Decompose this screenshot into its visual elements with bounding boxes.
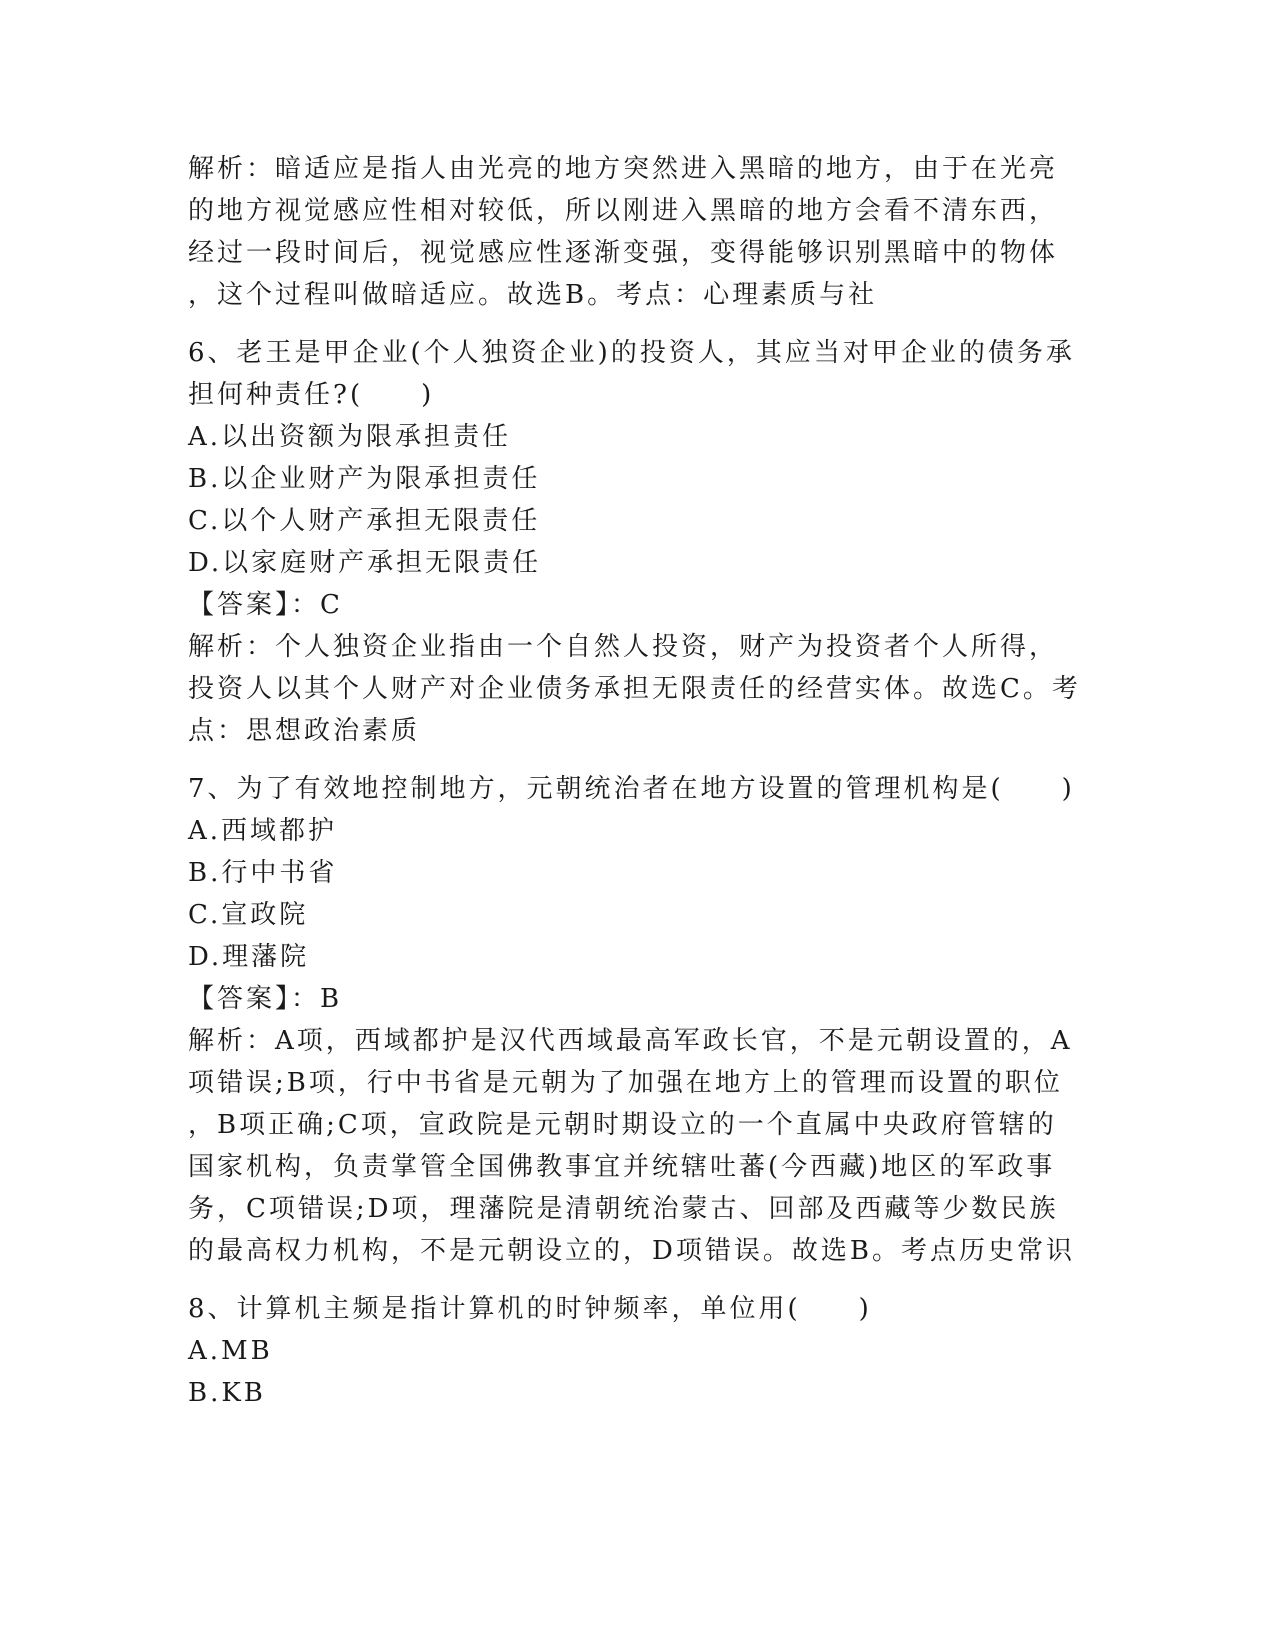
explanation-line: ，这个过程叫做暗适应。故选B。考点：心理素质与社 bbox=[188, 280, 878, 310]
question-7 bbox=[188, 768, 1088, 1272]
explanation-line: 经过一段时间后，视觉感应性逐渐变强，变得能够识别黑暗中的物体 bbox=[188, 238, 1059, 268]
option-b: B.KB bbox=[188, 1378, 266, 1408]
explanation-line: 解析：暗适应是指人由光亮的地方突然进入黑暗的地方，由于在光亮 bbox=[188, 154, 1059, 184]
spacer bbox=[188, 752, 1088, 768]
question-8 bbox=[188, 1288, 1088, 1414]
option-a: A.以出资额为限承担责任 bbox=[188, 422, 512, 452]
question-stem: 8、计算机主频是指计算机的时钟频率，单位用( ) bbox=[188, 1294, 872, 1324]
option-b: B.行中书省 bbox=[188, 858, 338, 888]
option-a: A.西域都护 bbox=[188, 816, 338, 846]
spacer bbox=[188, 316, 1088, 332]
question-stem: 7、为了有效地控制地方，元朝统治者在地方设置的管理机构是( ) bbox=[188, 774, 1075, 804]
question-stem: 6、老王是甲企业(个人独资企业)的投资人，其应当对甲企业的债务承 bbox=[188, 338, 1075, 368]
explanation-line: 投资人以其个人财产对企业债务承担无限责任的经营实体。故选C。考 bbox=[188, 674, 1081, 704]
explanation-line: 务，C项错误;D项，理藩院是清朝统治蒙古、回部及西藏等少数民族 bbox=[188, 1194, 1059, 1224]
option-b: B.以企业财产为限承担责任 bbox=[188, 464, 541, 494]
document-page bbox=[188, 148, 1088, 1414]
explanation-line: 解析：A项，西域都护是汉代西域最高军政长官，不是元朝设置的，A bbox=[188, 1026, 1073, 1056]
answer: 【答案】：C bbox=[188, 590, 343, 620]
option-d: D.理藩院 bbox=[188, 942, 310, 972]
explanation-line: 国家机构，负责掌管全国佛教事宜并统辖吐蕃(今西藏)地区的军政事 bbox=[188, 1152, 1056, 1182]
option-c: C.以个人财产承担无限责任 bbox=[188, 506, 541, 536]
question-stem: 担何种责任?( ) bbox=[188, 380, 435, 410]
option-a: A.MB bbox=[188, 1336, 273, 1366]
option-d: D.以家庭财产承担无限责任 bbox=[188, 548, 542, 578]
question-6 bbox=[188, 332, 1088, 752]
spacer bbox=[188, 1272, 1088, 1288]
explanation-line: ，B项正确;C项，宣政院是元朝时期设立的一个直属中央政府管辖的 bbox=[188, 1110, 1057, 1140]
explanation-line: 解析：个人独资企业指由一个自然人投资，财产为投资者个人所得， bbox=[188, 632, 1059, 662]
explanation-line: 的地方视觉感应性相对较低，所以刚进入黑暗的地方会看不清东西， bbox=[188, 196, 1059, 226]
q5-explanation bbox=[188, 148, 1088, 316]
option-c: C.宣政院 bbox=[188, 900, 309, 930]
answer: 【答案】：B bbox=[188, 984, 343, 1014]
explanation-line: 项错误;B项，行中书省是元朝为了加强在地方上的管理而设置的职位 bbox=[188, 1068, 1063, 1098]
explanation-line: 的最高权力机构，不是元朝设立的，D项错误。故选B。考点历史常识 bbox=[188, 1236, 1075, 1266]
explanation-line: 点：思想政治素质 bbox=[188, 716, 421, 746]
